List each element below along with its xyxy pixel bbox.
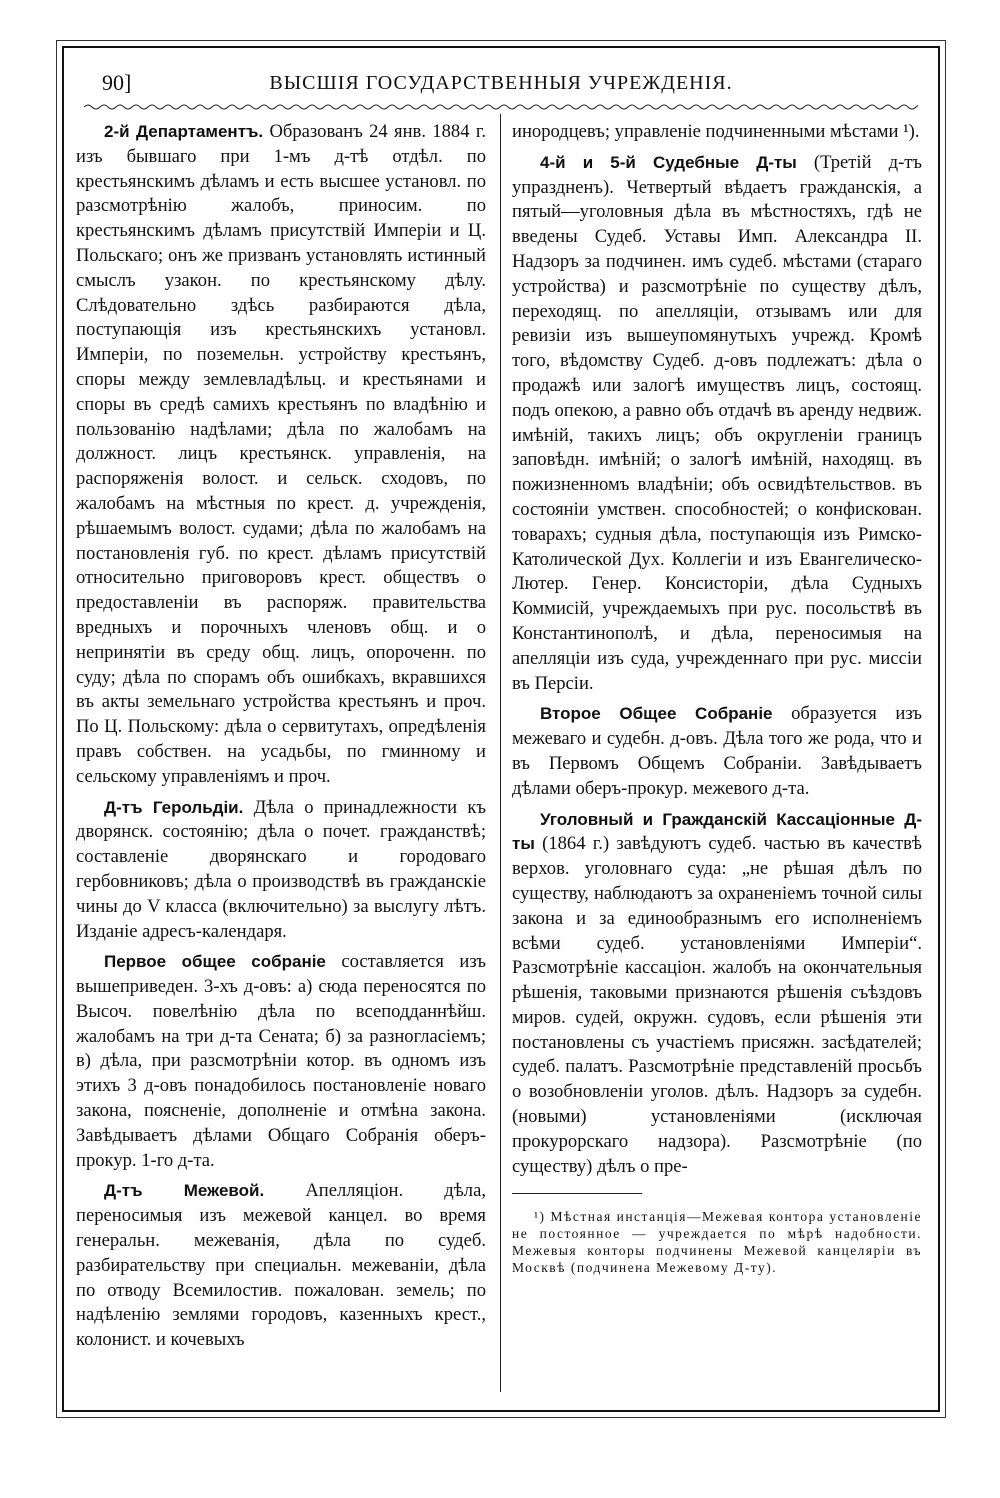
- heading: Второе Общее Собраніе: [540, 704, 773, 724]
- paragraph-first-assembly: [76, 950, 486, 1173]
- footnote: ¹) Мѣстная инстанція—Межевая контора установленіе не постоянное — учреждается по мѣрѣ надобности. Межевыя конторы подчинены Межевой канцеляріи въ Москвѣ (подчинена Межевому Д-ту).: [512, 1208, 922, 1275]
- paragraph-text: образуется изъ межеваго и судебн. д-овъ. Дѣла того же рода, что и въ Первомъ Общемъ Собраніи. Завѣдываетъ дѣлами оберъ-прокур. межевого д-та.: [512, 703, 922, 799]
- paragraph-judicial-depts: [512, 151, 922, 697]
- paragraph-heraldry: [76, 796, 486, 945]
- paragraph-text: составляется изъ вышеприведен. 3-хъ д-овъ: а) сюда переносятся по Высоч. повелѣнію дѣла по всеподданнѣйш. жалобамъ на три д-та Сената; б) за разногласіемъ; в) дѣла, при разсмотрѣніи котор. въ одномъ изъ этихъ 3 д-овъ понадобилось постановленіе новаго закона, поясненіе, дополненіе и отмѣна закона. Завѣдываетъ дѣлами Общаго Собранія оберъ-прокур. 1-го д-та.: [76, 951, 486, 1171]
- page-number: 90]: [102, 70, 132, 95]
- heading: Д-тъ Герольдіи.: [104, 797, 244, 817]
- paragraph-text: (Третій д-тъ упраздненъ). Четвертый вѣдаетъ гражданскія, а пятый—уголовныя дѣла въ мѣстностяхъ, гдѣ не введены Судеб. Уставы Имп. Александра II. Надзоръ за подчинен. имъ судеб. мѣстами (стараго устройства) и разсмотрѣніе по существу дѣлъ, переходящ. по апелляціи, отзывамъ или для ревизіи изъ вышеупомянутыхъ учрежд. Кромѣ того, вѣдомству Судеб. д-овъ подлежатъ: дѣла о продажѣ или залогѣ имуществъ лицъ, состоящ. подъ опекою, а равно объ отдачѣ въ аренду недвиж. имѣній, такихъ лицъ; объ округленіи границъ заповѣдн. имѣній; о залогѣ имѣній, находящ. въ пожизненномъ владѣніи; объ освидѣтельствов. въ состояніи умствен. способностей; о конфискован. товарахъ; судныя дѣла, поступающія изъ Римско-Католической Дух. Коллегіи и изъ Евангелическо-Лютер. Генер. Консисторіи, дѣла Судныхъ Коммисій, учреждаемыхъ при рус. посольствѣ въ Константинополѣ, и дѣла, переносимыя на апелляціи изъ суда, учрежденнаго при рус. миссіи въ Персіи.: [512, 151, 922, 694]
- left-column: [76, 120, 486, 1359]
- heading: 2-й Департаментъ.: [104, 122, 264, 141]
- footnote-rule: [512, 1193, 642, 1194]
- column-divider: [500, 114, 501, 1392]
- paragraph-cassation-depts: [512, 808, 922, 1180]
- running-title: ВЫСШІЯ ГОСУДАРСТВЕННЫЯ УЧРЕЖДЕНІЯ.: [269, 72, 733, 94]
- heading: Первое общее собраніе: [104, 952, 326, 972]
- wavy-rule: [84, 102, 918, 112]
- heading: Д-тъ Межевой.: [104, 1181, 265, 1201]
- paragraph-survey-dept: [76, 1179, 486, 1353]
- page-frame: [62, 46, 940, 1412]
- paragraph-text: Апелляціон. дѣла, переносимыя изъ межевой канцел. во время генеральн. межеванія, дѣла по судеб. разбирательству при специальн. межеваніи, дѣла по отводу Всемилостив. пожалован. земель; по надѣленію землями городовъ, казенныхъ крест., колонист. и кочевыхъ: [76, 1180, 486, 1351]
- right-column: [512, 120, 922, 1289]
- paragraph-second-assembly: [512, 702, 922, 801]
- page-header: [64, 70, 938, 106]
- paragraph-text: инородцевъ; управленіе подчиненными мѣстами ¹).: [512, 121, 920, 142]
- paragraph-dept-2: [76, 120, 486, 790]
- paragraph-continuation: [512, 120, 922, 145]
- paragraph-text: Дѣла о принадлежности къ дворянск. состоянію; дѣла о почет. гражданствѣ; составленіе дворянскаго и городоваго гербовниковъ; дѣла о производствѣ въ гражданскіе чины до V класса (включительно) за выслугу лѣтъ. Изданіе адресъ-календаря.: [76, 796, 486, 942]
- paragraph-text: (1864 г.) завѣдуютъ судеб. частью въ качествѣ верхов. уголовнаго суда: „не рѣшая дѣлъ по существу, наблюдаютъ за охраненіемъ точной силы закона и за единообразнымъ его исполненіемъ всѣми судеб. установленіями Имперіи“. Разсмотрѣніе кассаціон. жалобъ на окончательныя рѣшенія, таковыми признаются рѣшенія съѣздовъ миров. судей, окружн. судовъ, если рѣшенія эти постановлены съ участіемъ присяжн. засѣдателей; судеб. палатъ. Разсмотрѣніе представленій просьбъ о возобновленіи уголов. дѣлъ. Надзоръ за судебн. (новыми) установленіями (исключая прокурорскаго надзора). Разсмотрѣніе (по существу) дѣлъ о пре-: [512, 833, 922, 1177]
- heading: 4-й и 5-й Судебные Д-ты: [540, 152, 797, 172]
- heading: Уголовный и Гражданскій Кассаціонные Д-ты: [512, 809, 922, 854]
- paragraph-text: Образованъ 24 янв. 1884 г. изъ бывшаго при 1-мъ д-тѣ отдѣл. по крестьянскимъ дѣламъ и есть высшее установл. по разсмотрѣнію жалобъ, приносим. по крестьянскимъ дѣламъ присутствій Имперіи и Ц. Польскаго; онъ же призванъ установлять истинный смыслъ узакон. по крестьянскому дѣлу. Слѣдовательно здѣсь разбираются дѣла, поступающія изъ крестьянскихъ установл. Имперіи, по поземельн. устройству крестьянъ, споры между землевладѣльц. и крестьянами и споры въ средѣ самихъ крестьянъ по владѣнію и пользованію надѣлами; дѣла по жалобамъ на должност. лицъ крестьянск. управленія, на распоряженія волост. и сельск. сходовъ, по жалобамъ на мѣстныя по крест. д. учрежденія, рѣшаемымъ волост. судами; дѣла по жалобамъ на постановленія губ. по крест. дѣламъ присутствій относительно приговоровъ крест. обществъ о предоставленіи въ распоряж. правительства вредныхъ и порочныхъ членовъ общ. и о непринятіи въ среду общ. лицъ, опороченн. по суду; дѣла по спорамъ объ ошибкахъ, вкравшихся въ акты земельнаго устройства крестьянъ и проч. По Ц. Польскому: дѣла о сервитутахъ, опредѣленія правъ собствен. на усадьбы, по гминному и сельскому управленіямъ и проч.: [76, 121, 486, 787]
